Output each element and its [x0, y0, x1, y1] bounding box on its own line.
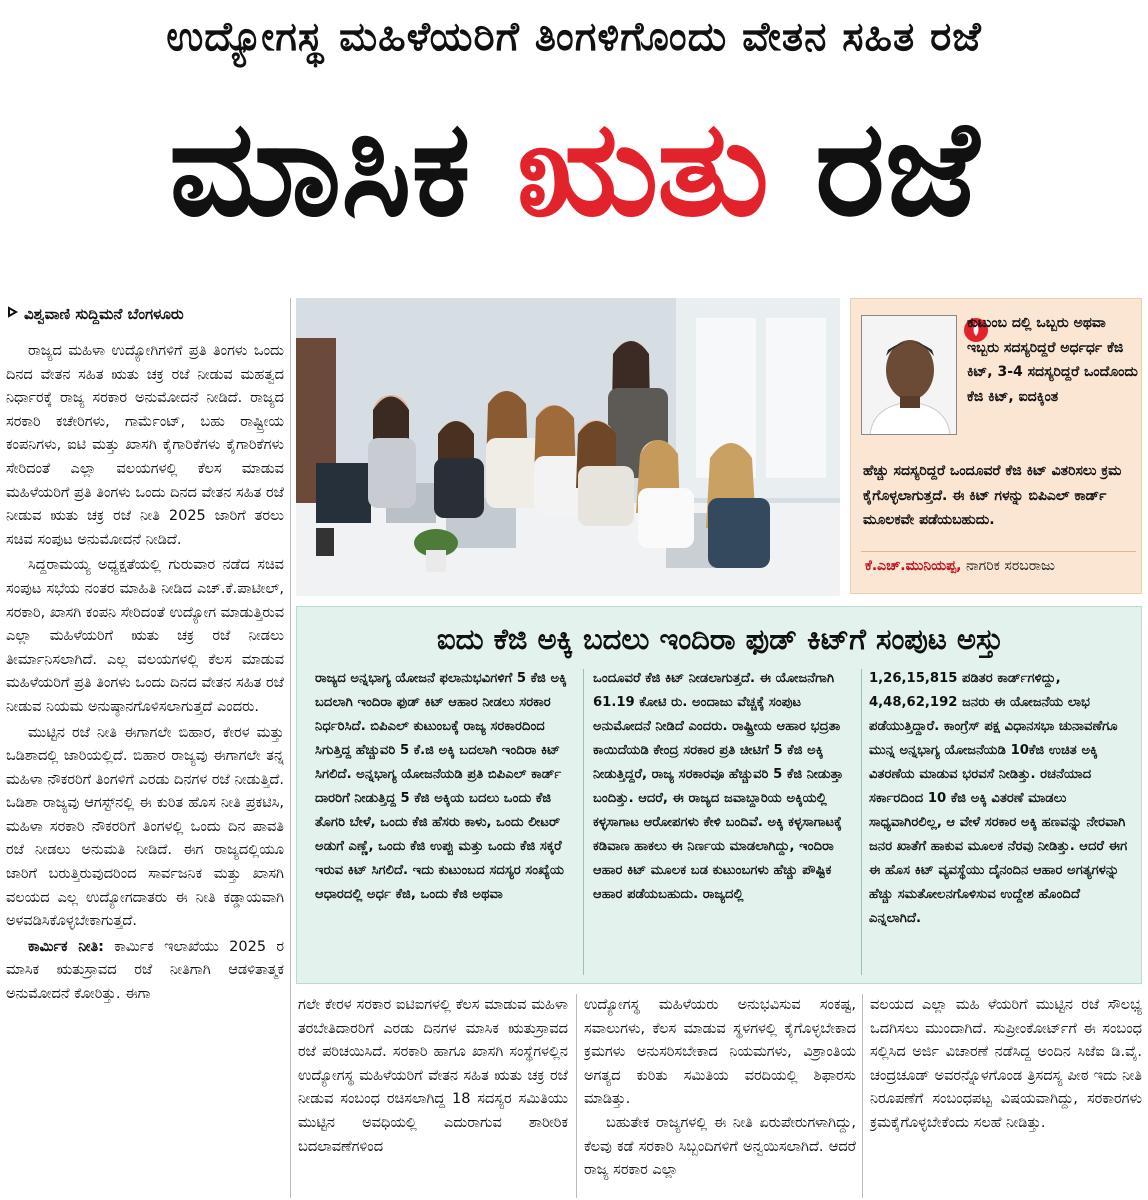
byline-text: ವಿಶ್ವವಾಣಿ ಸುದ್ದಿಮನೆ ಬೆಂಗಳೂರು	[24, 305, 184, 323]
byline	[6, 300, 288, 328]
food-kit-column-3: 1,26,15,815 ಪಡಿತರ ಕಾರ್ಡ್‌ಗಳಿದ್ದು, 4,48,62,192 ಜನರು ಈ ಯೋಜನೆಯ ಲಾಭ ಪಡೆಯುತ್ತಿದ್ದಾರೆ. ಕಾಂಗ್ರೆಸ್ ಪಕ್ಷ ವಿಧಾನಸಭಾ ಚುನಾವಣೆಗೂ ಮುನ್ನ ಅನ್ನಭಾಗ್ಯ ಯೋಜನೆಯಡಿ 10ಕೆಜಿ ಉಚಿತ ಅಕ್ಕಿ ವಿತರಣೆಯ ಮಾಡುವ ಭರವಸೆ ನೀಡಿತ್ತು. ರಚನೆಯಾದ ಸರ್ಕಾರದಿಂದ 10 ಕೆಜಿ ಅಕ್ಕಿ ವಿತರಣೆ ಮಾಡಲು ಸಾಧ್ಯವಾಗಿರಲಿಲ್ಲ, ಆ ವೇಳೆ ಸರಕಾರ ಅಕ್ಕಿ ಹಣವನ್ನು ನೇರವಾಗಿ ಜನರ ಖಾತೆಗೆ ಹಾಕುವ ಮೂಲಕ ನೆರವು ನೀಡಿತ್ತು. ಆದರೆ ಈಗ ಈ ಹೊಸ ಕಿಟ್ ವ್ಯವಸ್ಥೆಯು ದೈನಂದಿನ ಆಹಾರ ಅಗತ್ಯಗಳನ್ನು ಹೆಚ್ಚು ಸಮತೋಲನಗೊಳಿಸುವ ಉದ್ದೇಶ ಹೊಂದಿದೆ ಎನ್ನಲಾಗಿದೆ.	[869, 671, 1128, 926]
minister-quote-part-1: ಕುಟುಂಬ ದಲ್ಲಿ ಒಬ್ಬರು ಅಥವಾ ಇಬ್ಬರು ಸದಸ್ಯರಿದ್ದರೆ ಅರ್ಧರ್ಧ ಕೆಜಿ ಕಿಟ್, 3-4 ಸದಸ್ಯರಿದ್ದರೆ ಒಂದೊಂದು ಕೆಜಿ ಕಿಟ್, ಐದಕ್ಕಿಂತ	[967, 315, 1138, 405]
article-column-1	[6, 340, 284, 1195]
minister-quote-box	[850, 298, 1142, 594]
food-kit-column-1: ರಾಜ್ಯದ ಅನ್ನಭಾಗ್ಯ ಯೋಜನೆ ಫಲಾನುಭವಿಗಳಿಗೆ 5 ಕೆಜಿ ಅಕ್ಕಿ ಬದಲಾಗಿ ಇಂದಿರಾ ಫುಡ್ ಕಿಟ್ ಆಹಾರ ನೀಡಲು ಸರಕಾರ ನಿರ್ಧರಿಸಿದೆ. ಬಿಪಿಎಲ್ ಕುಟುಂಬಕ್ಕೆ ರಾಜ್ಯ ಸರಕಾರದಿಂದ ಸಿಗುತ್ತಿದ್ದ ಹೆಚ್ಚುವರಿ 5 ಕೆ.ಜಿ ಅಕ್ಕಿ ಬದಲಾಗಿ ಇಂದಿರಾ ಕಿಟ್ ಸಿಗಲಿದೆ. ಅನ್ನಭಾಗ್ಯ ಯೋಜನೆಯಡಿ ಪ್ರತಿ ಬಿಪಿಎಲ್ ಕಾರ್ಡ್ ದಾರರಿಗೆ ನೀಡುತ್ತಿದ್ದ 5 ಕೆಜಿ ಅಕ್ಕಿಯ ಬದಲು ಒಂದು ಕೆಜಿ ತೊಗರಿ ಬೇಳೆ, ಒಂದು ಕೆಜಿ ಹೆಸರು ಕಾಳು, ಒಂದು ಲೀಟರ್ ಅಡುಗೆ ಎಣ್ಣೆ, ಒಂದು ಕೆಜಿ ಉಪ್ಪು ಮತ್ತು ಒಂದು ಕೆಜಿ ಸಕ್ಕರೆ ಇರುವ ಕಿಟ್ ಸಿಗಲಿದೆ. ಇದು ಕುಟುಂಬದ ಸದಸ್ಯರ ಸಂಖ್ಯೆಯ ಆಧಾರದಲ್ಲಿ ಅರ್ಧ ಕೆಜಿ, ಒಂದು ಕೆಜಿ ಅಥವಾ	[315, 671, 567, 902]
attribution-divider	[861, 551, 1136, 552]
article-column-2: ಗಲೇ ಕೇರಳ ಸರಕಾರ ಐಟಿಐಗಳಲ್ಲಿ ಕೆಲಸ ಮಾಡುವ ಮಹಿಳಾ ತರಬೇತಿದಾರರಿಗೆ ಎರಡು ದಿನಗಳ ಮಾಸಿಕ ಋತುಸ್ರಾವದ ರಜೆ ಪರಿಚಯಿಸಿದೆ. ಸರಕಾರಿ ಹಾಗೂ ಖಾಸಗಿ ಸಂಸ್ಥೆಗಳಲ್ಲಿನ ಉದ್ಯೋಗಸ್ಥ ಮಹಿಳೆಯರಿಗೆ ವೇತನ ಸಹಿತ ಋತು ಚಕ್ರ ರಜೆ ನೀಡುವ ಸಂಬಂಧ ರಚಿಸಲಾಗಿದ್ದ 18 ಸದಸ್ಯರ ಸಮಿತಿಯು ಮುಟ್ಟಿನ ಅವಧಿಯಲ್ಲಿ ಎದುರಾಗುವ ಶಾರೀರಿಕ ಬದಲಾವಣೆಗಳಿಂದ	[298, 997, 568, 1155]
kicker-headline: ಉದ್ಯೋಗಸ್ಥ ಮಹಿಳೆಯರಿಗೆ ತಿಂಗಳಿಗೊಂದು ವೇತನ ಸಹಿತ ರಜೆ	[166, 14, 982, 60]
minister-quote-part-2: ಹೆಚ್ಚು ಸದಸ್ಯರಿದ್ದರೆ ಒಂದೂವರೆ ಕೆಜಿ ಕಿಟ್ ವಿತರಿಸಲು ಕ್ರಮ ಕೈಗೊಳ್ಳಲಾಗುತ್ತದೆ. ಈ ಕಿಟ್ ಗಳನ್ನು ಬಿಪಿಎಲ್ ಕಾರ್ಡ್ ಮೂಲಕವೇ ಪಡೆಯಬಹುದು.	[863, 463, 1122, 528]
column-divider	[861, 669, 862, 975]
main-headline	[0, 78, 1148, 260]
headline-part-1: ಮಾಸಿಕ	[169, 92, 517, 246]
minister-role: ನಾಗರಿಕ ಸರಬರಾಜು	[961, 558, 1055, 574]
article-column-4: ವಲಯದ ಎಲ್ಲಾ ಮಹಿ ಳೆಯರಿಗೆ ಮುಟ್ಟಿನ ರಜೆ ಸೌಲಭ್ಯ ಒದಗಿಸಲು ಮುಂದಾಗಿದೆ. ಸುಪ್ರೀಂಕೋರ್ಟ್‌ಗೆ ಈ ಸಂಬಂಧ ಸಲ್ಲಿಸಿದ ಅರ್ಜಿ ವಿಚಾರಣೆ ನಡೆಸಿದ್ದ ಅಂದಿನ ಸಿಜೆಐ ಡಿ.ವೈ. ಚಂದ್ರಚೂಡ್ ಅವರನ್ನೊಳಗೊಂಡ ತ್ರಿಸದಸ್ಯ ಪೀಠ ಇದು ನೀತಿ ನಿರೂಪಣೆಗೆ ಸಂಬಂಧಪಟ್ಟ ವಿಷಯವಾಗಿದ್ದು, ಸರಕಾರಗಳು ಕ್ರಮಕೈಗೊಳ್ಳಬೇಕೆಂದು ಸಲಹೆ ನೀಡಿತ್ತು.	[870, 997, 1142, 1131]
article-column-3	[584, 994, 856, 1198]
paragraph	[6, 936, 284, 1007]
paragraph: ಉದ್ಯೋಗಸ್ಥ ಮಹಿಳೆಯರು ಅನುಭವಿಸುವ ಸಂಕಷ್ಟ, ಸವಾಲುಗಳು, ಕೆಲಸ ಮಾಡುವ ಸ್ಥಳಗಳಲ್ಲಿ ಕೈಗೊಳ್ಳಬೇಕಾದ ಕ್ರಮಗಳು ಅನುಸರಿಸಬೇಕಾದ ನಿಯಮಗಳು, ವಿಶ್ರಾಂತಿಯ ಅಗತ್ಯದ ಕುರಿತು ಸಮಿತಿಯ ವರದಿಯಲ್ಲಿ ಶಿಫಾರಸು ಮಾಡಿತ್ತು.	[584, 997, 856, 1108]
minister-portrait	[861, 315, 957, 435]
column-divider	[576, 994, 577, 1198]
minister-name: ಕೆ.ಎಚ್.ಮುನಿಯಪ್ಪ,	[865, 558, 962, 574]
column-divider	[862, 994, 863, 1198]
column-divider	[290, 298, 291, 1198]
subhead-labour-policy: ಕಾರ್ಮಿಕ ನೀತಿ:	[28, 938, 104, 955]
office-women-photo	[296, 298, 840, 596]
source-icon	[6, 300, 20, 328]
headline-part-red: ಋತು	[516, 92, 770, 246]
paragraph: ಸಿದ್ದರಾಮಯ್ಯ ಅಧ್ಯಕ್ಷತೆಯಲ್ಲಿ ಗುರುವಾರ ನಡೆದ ಸಚಿವ ಸಂಪುಟ ಸಭೆಯ ನಂತರ ಮಾಹಿತಿ ನೀಡಿದ ಎಚ್.ಕೆ.ಪಾಟೀಲ್, ಸರಕಾರಿ, ಖಾಸಗಿ ಕಂಪನಿ ಸೇರಿದಂತೆ ಉದ್ಯೋಗ ಮಾಡುತ್ತಿರುವ ಎಲ್ಲಾ ಮಹಿಳೆಯರಿಗೆ ಋತು ಚಕ್ರ ರಜೆ ನೀಡಲು ತೀರ್ಮಾನಿಸಲಾಗಿದೆ. ಎಲ್ಲ ವಲಯಗಳಲ್ಲಿ ಕೆಲಸ ಮಾಡುವ ಮಹಿಳೆಯರಿಗೆ ಪ್ರತಿ ತಿಂಗಳು ಒಂದು ದಿನದ ವೇತನ ಸಹಿತ ರಜೆ ನೀಡುವ ನಿಯಮ ಅನುಷ್ಠಾನಗೊಳಿಸಲಾಗುತ್ತದೆ ಎಂದರು.	[6, 557, 284, 715]
headline-part-3: ರಜೆ	[769, 92, 979, 246]
column-divider	[583, 669, 584, 975]
quote-attribution	[865, 555, 1137, 577]
paragraph: ರಾಜ್ಯದ ಮಹಿಳಾ ಉದ್ಯೋಗಿಗಳಿಗೆ ಪ್ರತಿ ತಿಂಗಳು ಒಂದು ದಿನದ ವೇತನ ಸಹಿತ ಋತು ಚಕ್ರ ರಜೆ ನೀಡುವ ಮಹತ್ವದ ನಿರ್ಧಾರಕ್ಕೆ ರಾಜ್ಯ ಸರಕಾರ ಅನುಮೋದನೆ ನೀಡಿದೆ. ರಾಜ್ಯದ ಸರಕಾರಿ ಕಚೇರಿಗಳು, ಗಾರ್ಮೆಂಟ್, ಬಹು ರಾಷ್ಟ್ರೀಯ ಕಂಪನಿಗಳು, ಐಟಿ ಮತ್ತು ಖಾಸಗಿ ಕೈಗಾರಿಕೆಗಳು ಕೈಗಾರಿಕೆಗಳು ಸೇರಿದಂತೆ ಎಲ್ಲಾ ವಲಯಗಳಲ್ಲಿ ಕೆಲಸ ಮಾಡುವ ಮಹಿಳೆಯರಿಗೆ ಪ್ರತಿ ತಿಂಗಳು ಒಂದು ದಿನದ ವೇತನ ಸಹಿತ ರಜೆ ನೀಡುವ ಋತು ಚಕ್ರ ರಜೆ ನೀತಿ 2025 ಜಾರಿಗೆ ತರಲು ಸಚಿವ ಸಂಪುಟ ಅನುಮೋದನೆ ನೀಡಿದೆ.	[6, 343, 284, 548]
food-kit-column-2: ಒಂದೂವರೆ ಕೆಜಿ ಕಿಟ್ ನೀಡಲಾಗುತ್ತದೆ. ಈ ಯೋಜನೆಗಾಗಿ 61.19 ಕೋಟಿ ರು. ಅಂದಾಜು ವೆಚ್ಚಕ್ಕೆ ಸಂಪುಟ ಅನುಮೋದನೆ ನೀಡಿದೆ ಎಂದರು. ರಾಷ್ಟ್ರೀಯ ಆಹಾರ ಭದ್ರತಾ ಕಾಯಿದೆಯಡಿ ಕೇಂದ್ರ ಸರಕಾರ ಪ್ರತಿ ಚೀಟಿಗೆ 5 ಕೆಜಿ ಅಕ್ಕಿ ನೀಡುತ್ತಿದ್ದರೆ, ರಾಜ್ಯ ಸರಕಾರವೂ ಹೆಚ್ಚುವರಿ 5 ಕೆಜಿ ನೀಡುತ್ತಾ ಬಂದಿತ್ತು. ಆದರೆ, ಈ ರಾಜ್ಯದ ಜವಾಬ್ದಾರಿಯ ಅಕ್ಕಿಯಲ್ಲಿ ಕಳ್ಳಸಾಗಾಟ ಆರೋಪಗಳು ಕೇಳಿ ಬಂದಿವೆ. ಅಕ್ಕಿ ಕಳ್ಳಸಾಗಾಟಕ್ಕೆ ಕಡಿವಾಣ ಹಾಕಲು ಈ ನಿರ್ಣಯ ಮಾಡಲಾಗಿದ್ದು, ಇಂದಿರಾ ಆಹಾರ ಕಿಟ್ ಮೂಲಕ ಬಡ ಕುಟುಂಬಗಳು ಹೆಚ್ಚು ಪೌಷ್ಟಿಕ ಆಹಾರ ಪಡೆಯಬಹುದು. ರಾಜ್ಯದಲ್ಲಿ	[593, 671, 844, 902]
paragraph-text: ಕಾರ್ಮಿಕ ಇಲಾಖೆಯು 2025 ರ ಮಾಸಿಕ ಋತುಸ್ರಾವದ ರಜೆ ನೀತಿಗಾಗಿ ಆಡಳಿತಾತ್ಮಕ ಅನುಮೋದನೆ ಕೋರಿತ್ತು. ಈಗಾ	[6, 938, 284, 1003]
paragraph: ಮುಟ್ಟಿನ ರಜೆ ನೀತಿ ಈಗಾಗಲೇ ಬಿಹಾರ, ಕೇರಳ ಮತ್ತು ಒಡಿಶಾದಲ್ಲಿ ಜಾರಿಯಲ್ಲಿದೆ. ಬಿಹಾರ ರಾಜ್ಯವು ಈಗಾಗಲೇ ತನ್ನ ಮಹಿಳಾ ನೌಕರರಿಗೆ ತಿಂಗಳಿಗೆ ಎರಡು ದಿನಗಳ ರಜೆ ನೀಡುತ್ತಿದೆ. ಒಡಿಶಾ ರಾಜ್ಯವು ಆಗಸ್ಟ್‌ನಲ್ಲಿ ಈ ಕುರಿತ ಹೊಸ ನೀತಿ ಪ್ರಕಟಿಸಿ, ಮಹಿಳಾ ಸರಕಾರಿ ನೌಕರರಿಗೆ ತಿಂಗಳಲ್ಲಿ ಒಂದು ದಿನ ಪಾವತಿ ರಜೆ ನೀಡಲು ಅನುಮತಿ ನೀಡಿದೆ. ಈಗ ರಾಜ್ಯದಲ್ಲಿಯೂ ಜಾರಿಗೆ ಬರುತ್ತಿರುವುದರಿಂದ ಸಾರ್ವಜನಿಕ ಮತ್ತು ಖಾಸಗಿ ವಲಯದ ಎಲ್ಲ ಉದ್ಯೋಗದಾತರು ಈ ನೀತಿ ಕಡ್ಡಾಯವಾಗಿ ಅಳವಡಿಸಿಕೊಳ್ಳಬೇಕಾಗುತ್ತದೆ.	[6, 724, 284, 930]
food-kit-box	[296, 606, 1142, 984]
food-kit-title: ಐದು ಕೆಜಿ ಅಕ್ಕಿ ಬದಲು ಇಂದಿರಾ ಫುಡ್ ಕಿಟ್‌ಗೆ ಸಂಪುಟ ಅಸ್ತು	[436, 622, 1004, 656]
paragraph: ಬಹುತೇಕ ರಾಜ್ಯಗಳಲ್ಲಿ ಈ ನೀತಿ ಏರುಪೇರುಗಳಾಗಿದ್ದು, ಕೆಲವು ಕಡೆ ಸರಕಾರಿ ಸಿಬ್ಬಂದಿಗಳಿಗೆ ಅನ್ವಯಿಸಲಾಗಿದೆ. ಆದರೆ ರಾಜ್ಯ ಸರಕಾರ ಎಲ್ಲಾ	[584, 1114, 856, 1179]
